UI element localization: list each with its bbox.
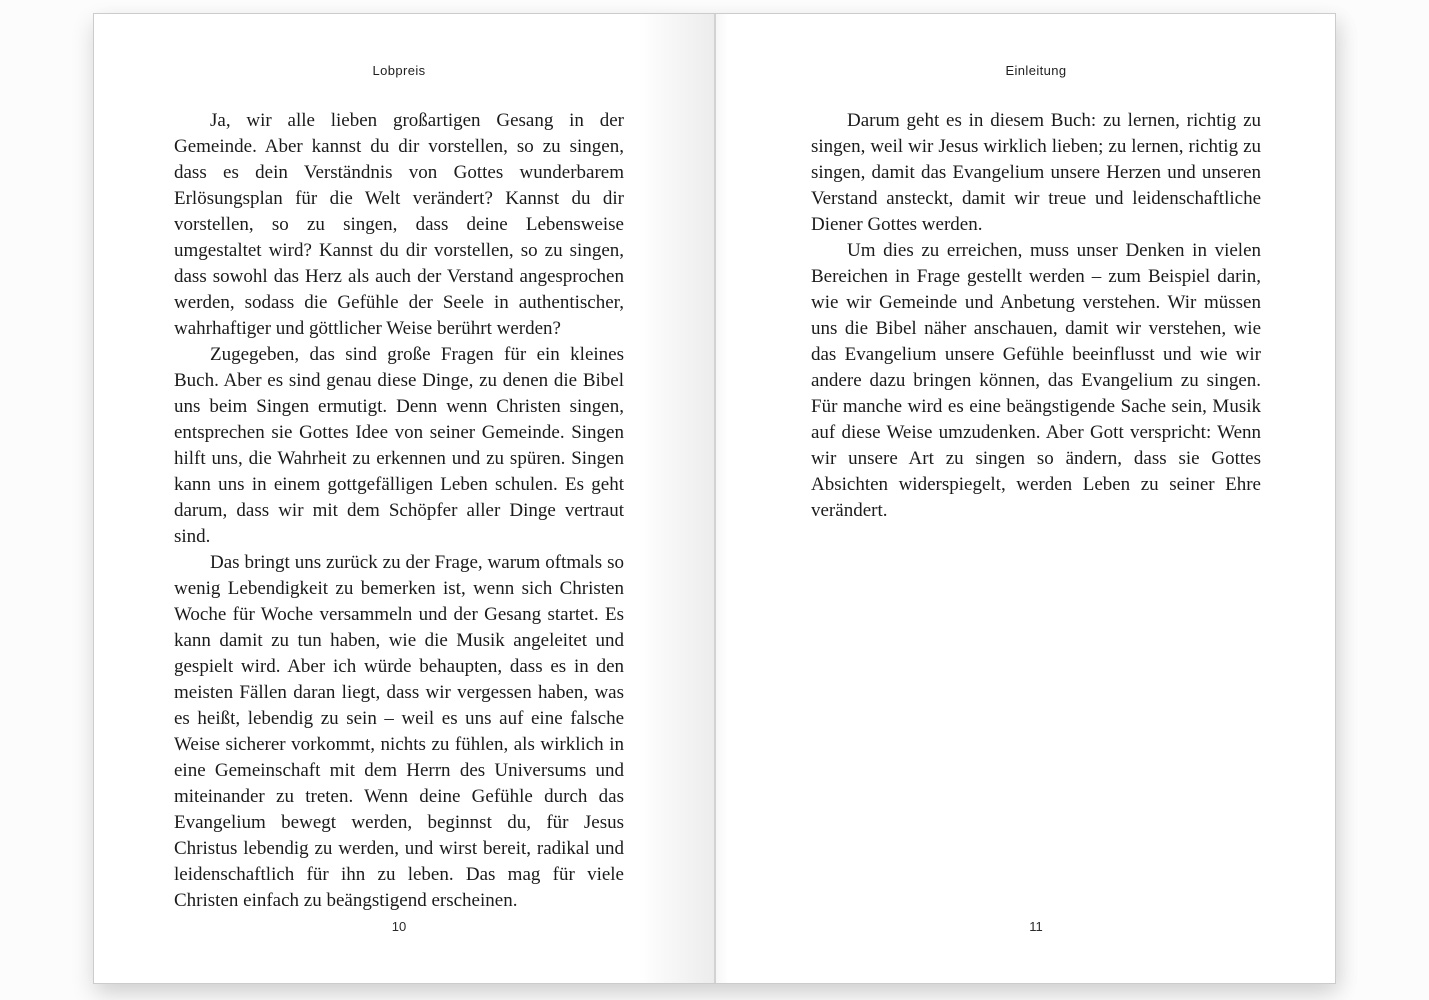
page-number-left: 10 — [391, 919, 407, 934]
body-paragraph: Das bringt uns zurück zu der Frage, warum oftmals so wenig Lebendigkeit zu bemerken ist, wenn sich Christen Woche für Woche versammeln und der Gesang startet. Es kann damit zu tun haben, wie die Musik angeleitet und gespielt wird. Aber ich würde behaupten, dass es in den meisten Fällen daran liegt, dass wir vergessen haben, was es heißt, lebendig zu sein – weil es uns auf eine falsche Weise sicherer vorkommt, nichts zu fühlen, als wirklich in eine Gemeinschaft mit dem Herrn des Universums und miteinander zu treten. Wenn deine Gefühle durch das Evangelium bewegt werden, beginnst du, für Jesus Christus lebendig zu werden, und wirst bereit, radikal und leidenschaftlich für ihn zu leben. Das mag für viele Christen einfach zu beängstigend erscheinen. — [174, 552, 624, 911]
running-header-left: Lobpreis — [372, 63, 426, 78]
text-block-left — [174, 108, 624, 914]
book-spread — [93, 13, 1336, 984]
page-number-right: 11 — [1029, 919, 1043, 934]
body-paragraph: Ja, wir alle lieben großartigen Gesang in der Gemeinde. Aber kannst du dir vorstellen, so zu singen, dass es dein Verständnis von Gottes wunderbarem Erlösungsplan für die Welt verändert? Kannst du dir vorstellen, so zu singen, dass deine Lebensweise umgestaltet wird? Kannst du dir vorstellen, so zu singen, dass sowohl das Herz als auch der Verstand angesprochen werden, sodass die Gefühle der Seele in authentischer, wahrhaftiger und göttlicher Weise berührt werden? — [174, 110, 624, 339]
running-header-right: Einleitung — [1005, 63, 1067, 78]
page-left — [94, 14, 714, 983]
body-paragraph: Um dies zu erreichen, muss unser Denken in vielen Bereichen in Frage gestellt werden – zum Beispiel darin, wie wir Gemeinde und Anbetung verstehen. Wir müssen uns die Bibel näher anschauen, damit wir verstehen, wie das Evangelium unsere Gefühle beeinflusst und wie wir andere dazu bringen können, das Evangelium zu singen. Für manche wird es eine beängstigende Sache sein, Musik auf diese Weise umzudenken. Aber Gott verspricht: Wenn wir unsere Art zu singen so ändern, dass sie Gottes Absichten widerspiegelt, werden Leben zu seiner Ehre verändert. — [811, 240, 1261, 521]
text-block-right — [811, 108, 1261, 524]
page-right — [715, 14, 1335, 983]
body-paragraph: Zugegeben, das sind große Fragen für ein kleines Buch. Aber es sind genau diese Dinge, zu denen die Bibel uns beim Singen ermutigt. Denn wenn Christen singen, entsprechen sie Gottes Idee von seiner Gemeinde. Singen hilft uns, die Wahrheit zu erkennen und zu spüren. Singen kann uns in einem gottgefälligen Leben schulen. Es geht darum, dass wir mit dem Schöpfer aller Dinge vertraut sind. — [174, 344, 624, 547]
body-paragraph: Darum geht es in diesem Buch: zu lernen, richtig zu singen, weil wir Jesus wirklich lieben; zu lernen, richtig zu singen, damit das Evangelium unsere Herzen und unseren Verstand ansteckt, damit wir treue und leidenschaftliche Diener Gottes werden. — [811, 110, 1261, 235]
